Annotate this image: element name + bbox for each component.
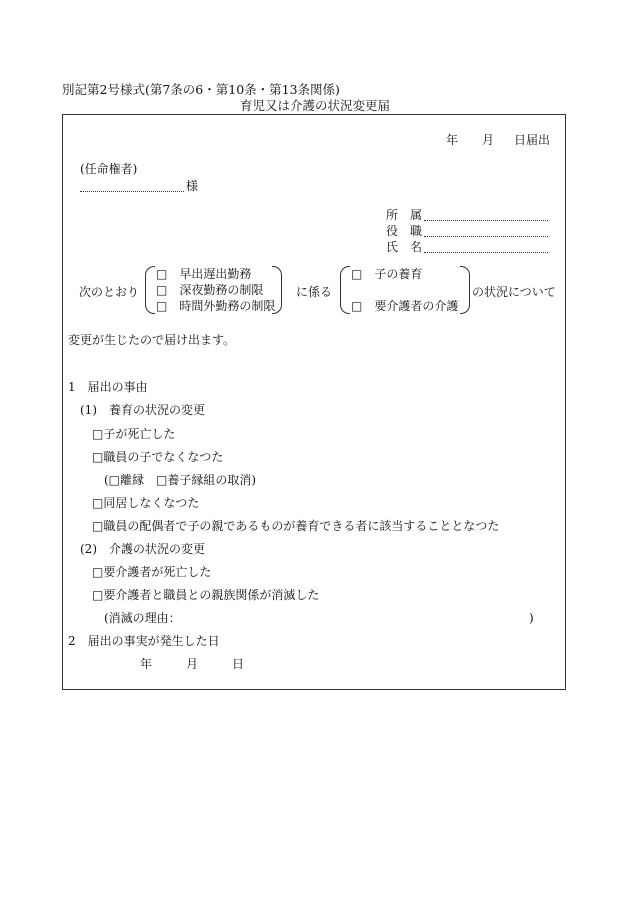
care-option-child[interactable]: □ 子の養育 xyxy=(351,267,423,281)
statement-suffix: の状況について xyxy=(472,285,556,299)
position-line[interactable] xyxy=(424,236,548,237)
care-option-elder[interactable]: □ 要介護者の介護 xyxy=(351,299,459,313)
name-label: 氏 名 xyxy=(386,240,423,254)
statement-prefix: 次のとおり xyxy=(79,285,140,299)
sub1-item-spouse-can-care[interactable]: □職員の配偶者で子の親であるものが養育できる者に該当することとなつた xyxy=(92,519,500,533)
name-line[interactable] xyxy=(424,252,548,253)
statement-closing: 変更が生じたので届け出ます。 xyxy=(68,333,236,347)
sub2-item-relation-ended[interactable]: □要介護者と職員との親族関係が消滅した xyxy=(92,588,320,602)
sub2-reason-label: (消滅の理由： xyxy=(104,611,181,625)
left-brace-care xyxy=(340,266,350,314)
occurrence-month-label: 月 xyxy=(186,657,199,671)
addressee-honorific: 様 xyxy=(186,179,199,193)
affiliation-line[interactable] xyxy=(424,220,548,221)
work-option-night[interactable]: □ 深夜勤務の制限 xyxy=(156,283,264,297)
occurrence-day-label: 日 xyxy=(232,657,245,671)
left-brace-work xyxy=(145,266,155,314)
section1-heading: 1 届出の事由 xyxy=(68,380,148,394)
work-option-early-late[interactable]: □ 早出遅出勤務 xyxy=(156,267,252,281)
sub2-reason-close: ) xyxy=(529,611,534,625)
form-number: 別記第2号様式(第7条の6・第10条・第13条関係) xyxy=(62,82,340,97)
sub2-item-died[interactable]: □要介護者が死亡した xyxy=(92,565,212,579)
sub1-item-child-died[interactable]: □子が死亡した xyxy=(92,427,176,441)
date-month-label: 月 xyxy=(482,133,495,147)
section2-heading: 2 届出の事実が発生した日 xyxy=(68,634,220,648)
date-year-label: 年 xyxy=(446,133,459,147)
form-frame xyxy=(62,114,566,690)
sub1-item-no-cohabit[interactable]: □同居しなくなつた xyxy=(92,496,200,510)
date-day-label: 日届出 xyxy=(514,133,551,147)
occurrence-year-label: 年 xyxy=(140,657,153,671)
sub1-item-dissolution[interactable]: (□離縁 □養子縁組の取消) xyxy=(104,473,257,487)
form-title: 育児又は介護の状況変更届 xyxy=(239,98,390,113)
work-option-overtime[interactable]: □ 時間外勤務の制限 xyxy=(156,299,276,313)
right-brace-work xyxy=(272,266,282,314)
position-label: 役 職 xyxy=(386,224,423,238)
section1-sub1-heading: (1) 養育の状況の変更 xyxy=(80,403,205,417)
statement-connector: に係る xyxy=(296,285,333,299)
sub1-item-not-child[interactable]: □職員の子でなくなつた xyxy=(92,450,224,464)
section1-sub2-heading: (2) 介護の状況の変更 xyxy=(80,542,205,556)
affiliation-label: 所 属 xyxy=(386,208,423,222)
right-brace-care xyxy=(460,266,470,314)
addressee-line[interactable] xyxy=(80,191,184,192)
addressee-label: (任命権者) xyxy=(80,162,138,176)
